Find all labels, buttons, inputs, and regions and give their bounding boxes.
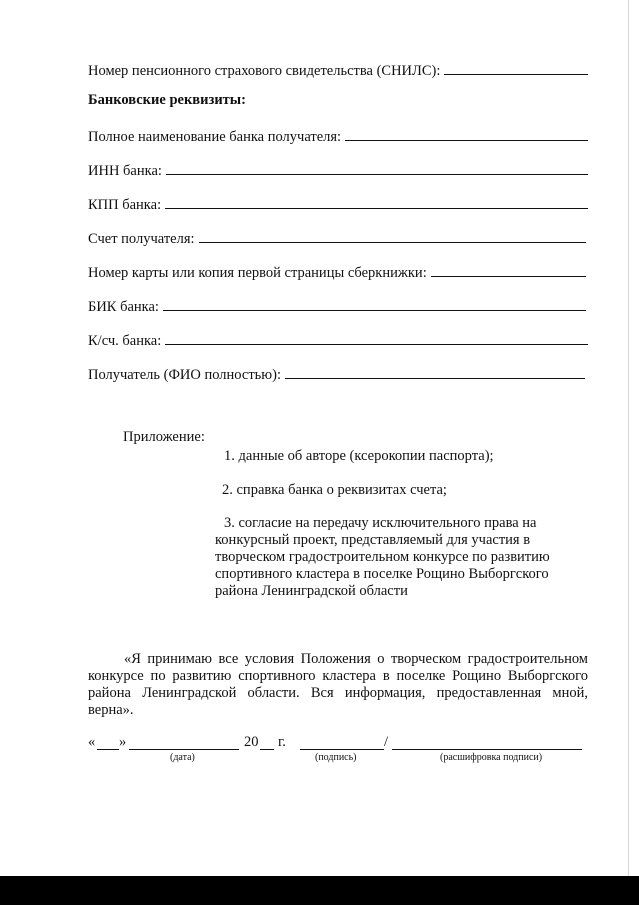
- account-label: Счет получателя:: [88, 231, 195, 247]
- year-prefix: 20: [244, 734, 259, 750]
- appendix-title: Приложение:: [123, 429, 205, 445]
- account-blank[interactable]: [199, 228, 586, 243]
- inn-blank[interactable]: [166, 160, 588, 175]
- signature-decode-caption: (расшифровка подписи): [440, 752, 543, 763]
- account-field: [88, 228, 586, 248]
- day-blank[interactable]: [97, 749, 119, 750]
- acceptance-statement: [88, 651, 588, 719]
- date-caption: (дата): [170, 752, 195, 763]
- appendix-item-3-line-4: спортивного кластера в поселке Рощино Выборгского: [215, 566, 549, 582]
- bik-blank[interactable]: [163, 296, 586, 311]
- year-suffix: г.: [278, 734, 286, 750]
- signature-row: [88, 734, 588, 768]
- appendix-item-3-line-3: творческом градостроительном конкурсе по развитию: [215, 549, 550, 565]
- inn-field: [88, 160, 588, 180]
- appendix-item-3-line-2: конкурсный проект, представляемый для участия в: [215, 532, 531, 548]
- acceptance-statement-text: «Я принимаю все условия Положения о творческом градостроительном конкурсе по развитию спортивного кластера в поселке Рощино Выборгского района Ленинградской области. Вся информация, предоставленная мной, верна».: [88, 651, 588, 718]
- card-blank[interactable]: [431, 262, 586, 277]
- recipient-blank[interactable]: [285, 364, 585, 379]
- bank-details-heading: Банковские реквизиты:: [88, 92, 246, 108]
- year-blank[interactable]: [260, 749, 274, 750]
- signature-blank[interactable]: [300, 749, 384, 750]
- bank-name-field: [88, 126, 588, 146]
- bik-field: [88, 296, 586, 316]
- bank-name-label: Полное наименование банка получателя:: [88, 129, 342, 145]
- bank-name-blank[interactable]: [345, 126, 588, 141]
- date-quote-open: «: [88, 734, 96, 750]
- kpp-label: КПП банка:: [88, 197, 162, 213]
- appendix-item-3-line-1: 3. согласие на передачу исключительного права на: [224, 515, 537, 531]
- date-quote-close: »: [119, 734, 127, 750]
- appendix-item-3-line-5: района Ленинградской области: [215, 583, 408, 599]
- snils-blank[interactable]: [444, 60, 588, 75]
- inn-label: ИНН банка:: [88, 163, 162, 179]
- appendix-item-2: 2. справка банка о реквизитах счета;: [222, 482, 447, 498]
- appendix-item-1: 1. данные об авторе (ксерокопии паспорта);: [224, 448, 494, 464]
- scan-edge-line: [628, 0, 629, 876]
- kpp-field: [88, 194, 588, 214]
- card-field: [88, 262, 586, 282]
- recipient-label: Получатель (ФИО полностью):: [88, 367, 281, 383]
- corr-account-field: [88, 330, 588, 350]
- scan-bottom-band: [0, 876, 639, 905]
- snils-field: [88, 60, 588, 80]
- signature-caption: (подпись): [315, 752, 357, 763]
- date-blank[interactable]: [129, 749, 239, 750]
- corr-account-label: К/сч. банка:: [88, 333, 162, 349]
- bik-label: БИК банка:: [88, 299, 159, 315]
- card-label: Номер карты или копия первой страницы сберкнижки:: [88, 265, 427, 281]
- signature-decode-blank[interactable]: [392, 749, 582, 750]
- signature-slash: /: [384, 734, 389, 750]
- recipient-field: [88, 364, 585, 384]
- snils-label: Номер пенсионного страхового свидетельства (СНИЛС):: [88, 63, 441, 79]
- corr-account-blank[interactable]: [165, 330, 588, 345]
- kpp-blank[interactable]: [165, 194, 588, 209]
